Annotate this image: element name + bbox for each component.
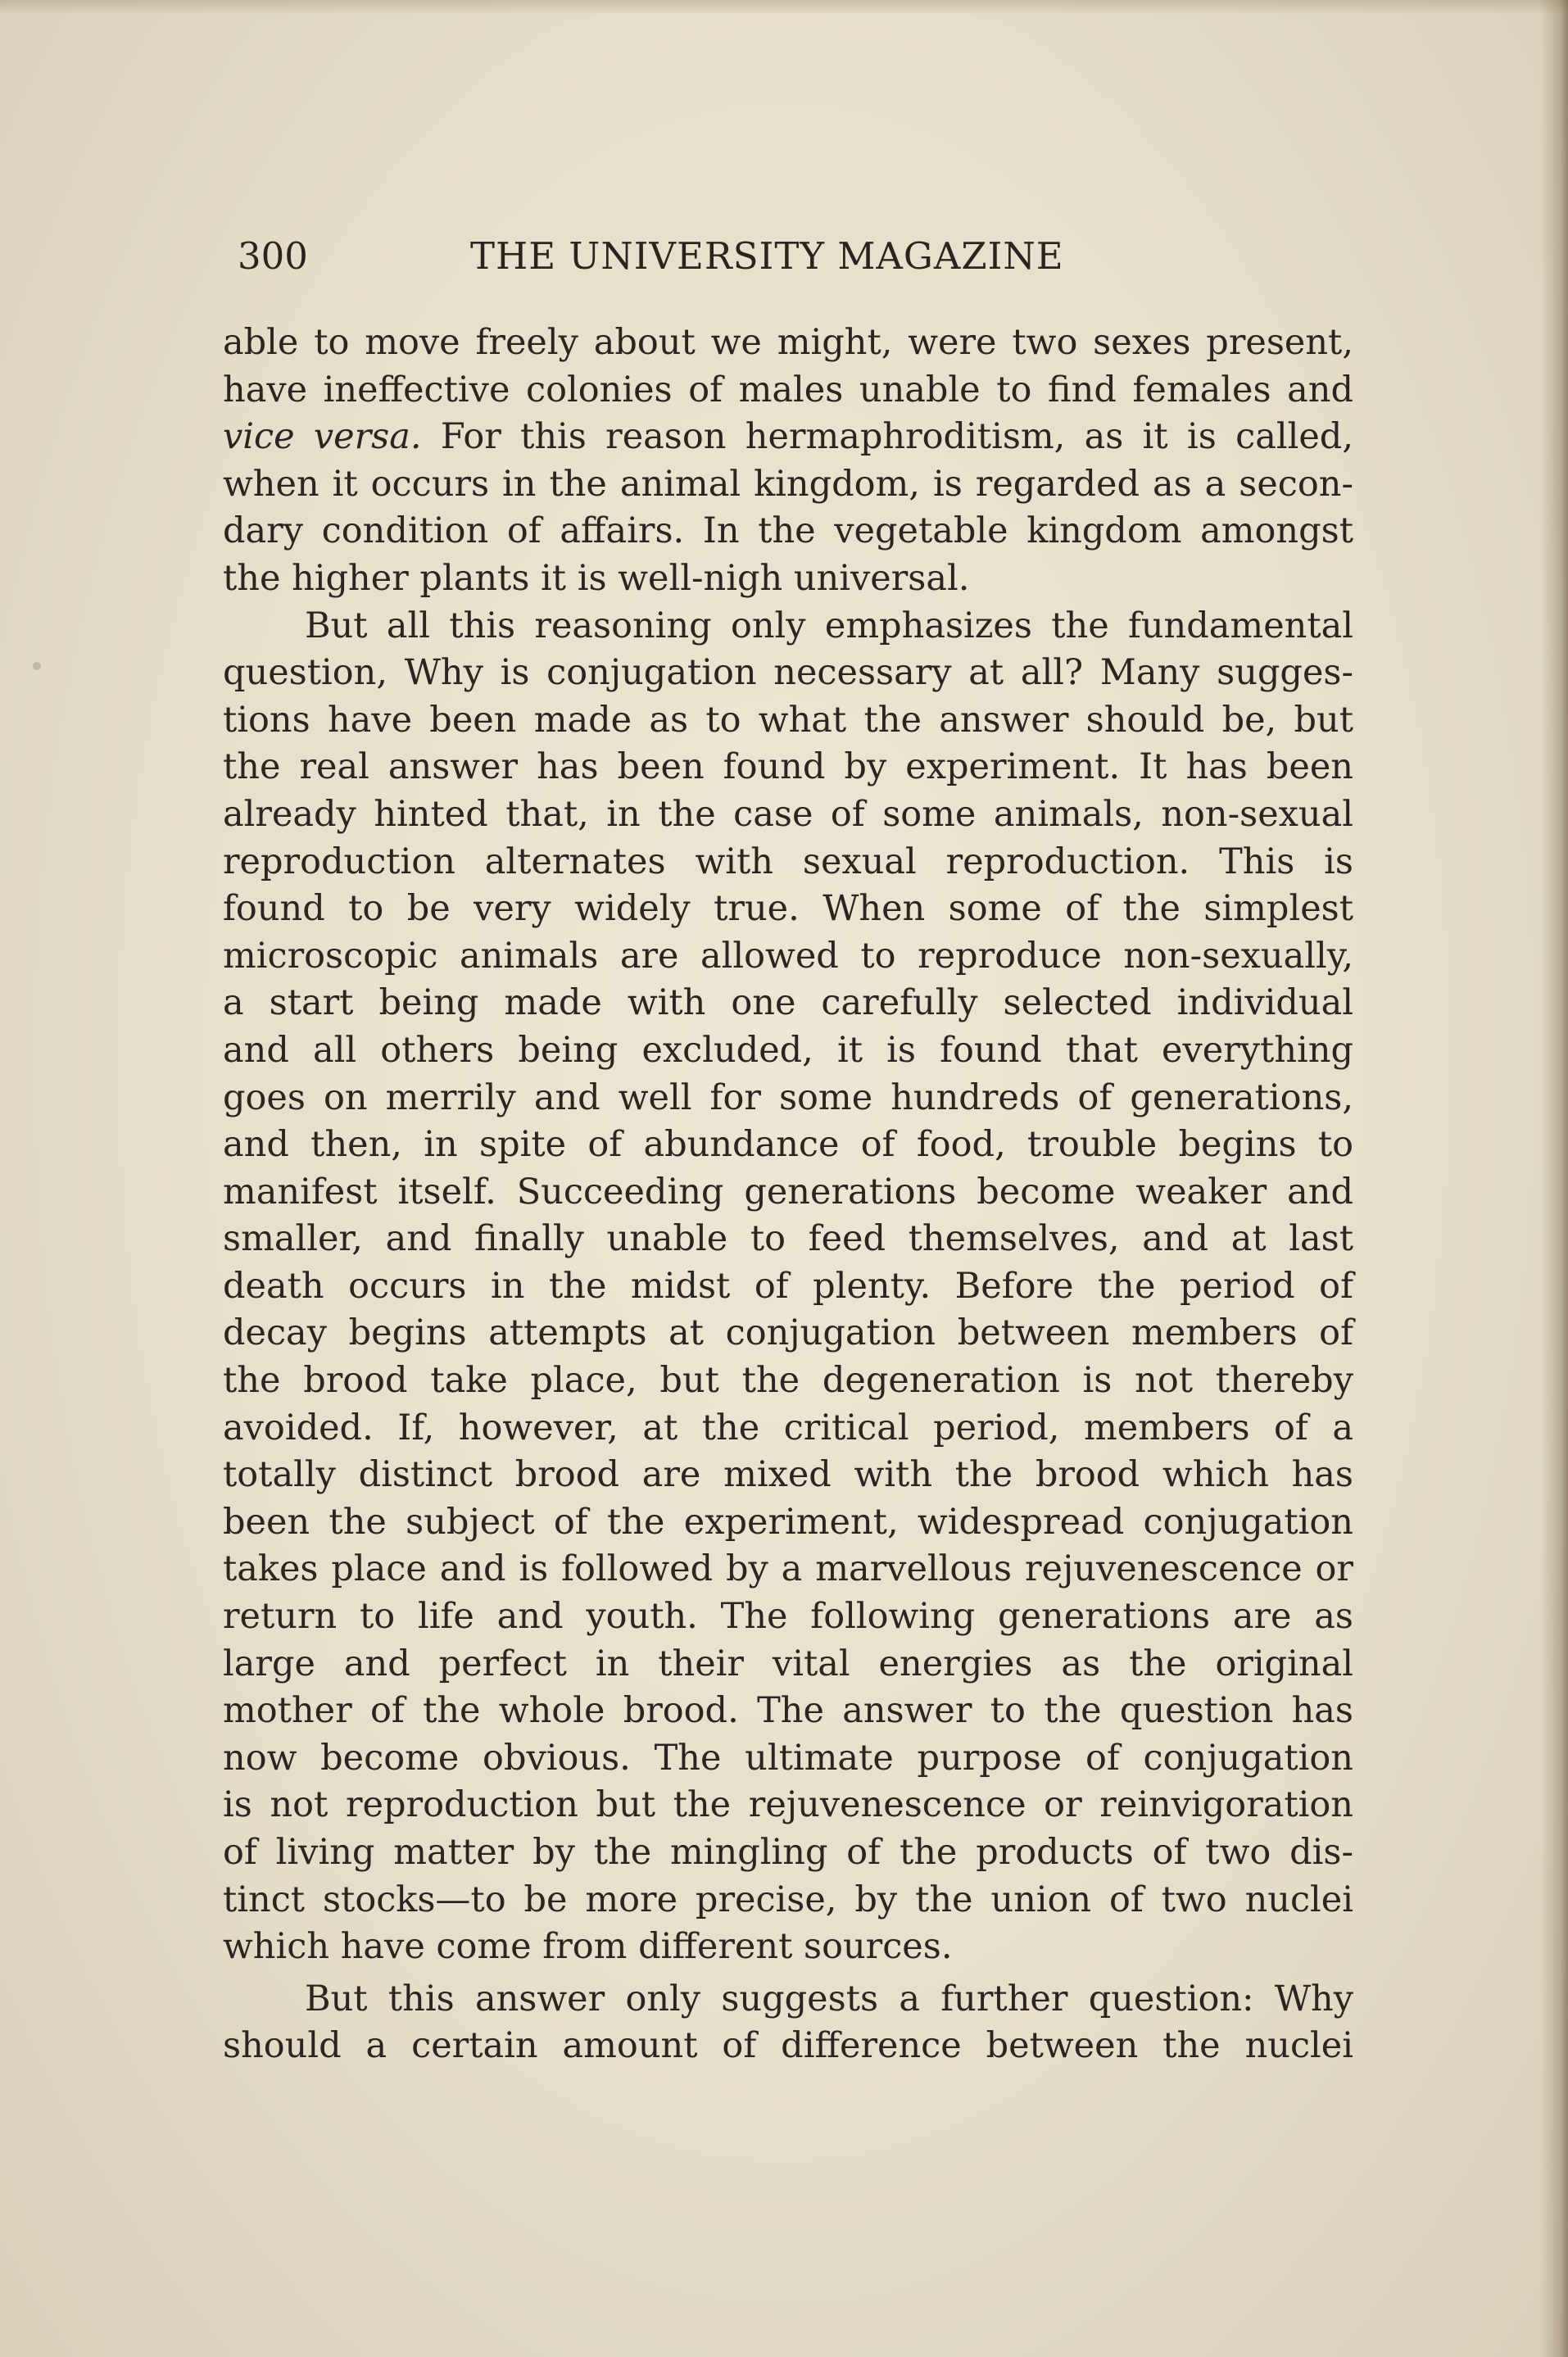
text-line-content: already hinted that, in the case of some animals, non-sexual [223,793,1353,835]
text-line [223,1263,1353,1311]
text-line-content: which have come from different sources. [223,1926,953,1968]
text-line-content: dary condition of affairs. In the vegetable kingdom amongst [223,510,1353,552]
text-line-content: the higher plants it is well-nigh universal. [223,557,970,599]
text-line [223,555,1353,603]
text-line-content: found to be very widely true. When some of the simplest [223,888,1353,930]
text-line-content: decay begins attempts at conjugation between members of [223,1312,1353,1354]
text-line [223,603,1353,650]
text-line [223,1358,1353,1405]
text-line [223,1546,1353,1593]
text-line [223,1075,1353,1122]
text-line [223,1877,1353,1924]
text-line-content: is not reproduction but the rejuvenescence or reinvigoration [223,1784,1353,1826]
text-line-content: been the subject of the experiment, widespread conjugation [223,1501,1353,1543]
text-line-content: able to move freely about we might, were two sexes present, [223,322,1353,363]
paper-speck [33,662,41,670]
text-line-content: microscopic animals are allowed to reproduce non-sexually, [223,935,1353,977]
text-line [223,1310,1353,1358]
body-text [223,320,1353,2070]
text-line-content: tinct stocks—to be more precise, by the union of two nuclei [223,1879,1353,1920]
text-line [223,1829,1353,1877]
text-line [223,1735,1353,1783]
text-line-content: tions have been made as to what the answer should be, but [223,699,1353,741]
page-header [238,234,1122,292]
text-line [223,1593,1353,1641]
text-line-content: But all this reasoning only emphasizes the fundamental [305,605,1353,646]
text-line [223,1452,1353,1499]
text-line-content: manifest itself. Succeeding generations become weaker and [223,1171,1353,1212]
text-line-content: reproduction alternates with sexual reproduction. This is [223,841,1353,882]
text-line [223,839,1353,886]
text-line-content: large and perfect in their vital energies as the original [223,1643,1353,1684]
text-line-content: return to life and youth. The following generations are as [223,1596,1353,1638]
text-line-content: smaller, and finally unable to feed themselves, and at last [223,1218,1353,1260]
text-line [223,886,1353,933]
italic-phrase: vice versa. [223,416,422,458]
text-line [223,1405,1353,1453]
text-line [223,1169,1353,1217]
text-line-content: totally distinct brood are mixed with the brood which has [223,1454,1353,1496]
text-line-content: the brood take place, but the degeneration is not thereby [223,1360,1353,1402]
text-line [223,508,1353,555]
text-line [223,1027,1353,1075]
text-line [223,1924,1353,1971]
text-line [223,1782,1353,1829]
text-line-content: now become obvious. The ultimate purpose of conjugation [223,1737,1353,1779]
running-head: THE UNIVERSITY MAGAZINE [470,234,1064,278]
text-line-content: mother of the whole brood. The answer to the question has [223,1690,1353,1732]
text-line-content: should a certain amount of difference between the nuclei [223,2025,1353,2067]
text-line [223,1688,1353,1735]
text-line [223,367,1353,415]
text-line-content: the real answer has been found by experiment. It has been [223,746,1353,788]
text-line [223,1216,1353,1263]
page-top-edge [0,0,1568,15]
text-line [223,2023,1353,2070]
text-line [223,1122,1353,1169]
text-line [223,320,1353,367]
text-line [223,650,1353,697]
text-line [223,1499,1353,1547]
text-line-content: and then, in spite of abundance of food, trouble begins to [223,1124,1353,1166]
text-line [223,461,1353,509]
text-line-content: and all others being excluded, it is found that everything [223,1029,1353,1071]
text-line [223,697,1353,745]
text-line [223,414,1353,461]
text-line-content: have ineffective colonies of males unable to find females and [223,369,1353,410]
page-number: 300 [238,234,308,278]
text-line [223,1641,1353,1688]
text-line-content: But this answer only suggests a further question: Why [305,1978,1353,2019]
text-line [223,933,1353,981]
text-line-content: takes place and is followed by a marvellous rejuvenescence or [223,1548,1353,1590]
text-line-content: avoided. If, however, at the critical period, members of a [223,1407,1353,1448]
text-line [223,744,1353,791]
text-line-content: a start being made with one carefully selected individual [223,982,1353,1024]
text-line-content: when it occurs in the animal kingdom, is regarded as a secon- [223,463,1353,505]
text-line-content: death occurs in the midst of plenty. Before the period of [223,1265,1353,1307]
page-spine-shadow [1540,0,1568,2357]
text-line-content: question, Why is conjugation necessary at all? Many sugges- [223,652,1353,694]
text-line-content: of living matter by the mingling of the products of two dis- [223,1832,1353,1873]
text-line-content: vice versa. For this reason hermaphroditism, as it is called, [223,416,1353,458]
text-line-content: goes on merrily and well for some hundreds of generations, [223,1077,1353,1118]
text-line [223,791,1353,839]
text-line [223,1976,1353,2024]
text-line [223,980,1353,1027]
